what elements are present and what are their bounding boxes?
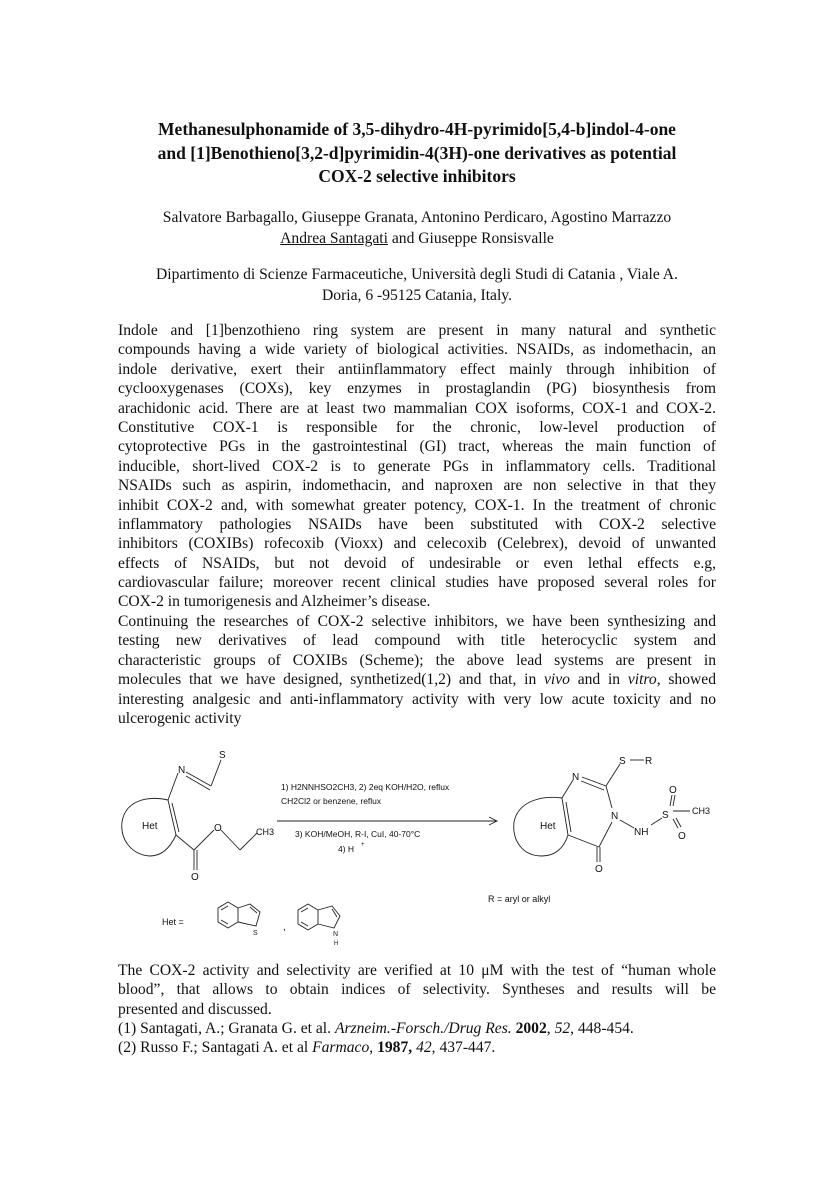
paper-title xyxy=(100,118,734,189)
atom-o: O xyxy=(678,831,686,842)
text-segment: inflammatory pathologies NSAIDs have been substituted with COX-2 selective xyxy=(118,515,716,533)
text-segment: NSAIDs such as aspirin, indomethacin, and naproxen are non selective in that they xyxy=(118,477,716,495)
text-line xyxy=(118,1000,716,1019)
text-segment: inhibit COX-2 and, with somewhat greater potency, COX-1. In the treatment of chronic xyxy=(118,496,716,514)
text-segment: 52 xyxy=(554,1020,571,1037)
affiliation-line: Dipartimento di Scienze Farmaceutiche, Università degli Studi di Catania , Viale A. xyxy=(156,266,678,283)
indole-structure xyxy=(298,904,340,947)
atom-o: O xyxy=(191,872,199,883)
text-segment: 42 xyxy=(416,1039,432,1057)
substituent-r: R xyxy=(645,756,653,767)
text-line xyxy=(118,554,716,573)
title-line: COX-2 selective inhibitors xyxy=(318,166,516,186)
text-segment: ulcerogenic activity xyxy=(118,709,242,727)
text-segment: , 437-447. xyxy=(431,1039,496,1057)
text-segment: vivo xyxy=(544,671,570,689)
text-line xyxy=(118,340,716,359)
text-line xyxy=(118,980,716,999)
text-line xyxy=(118,360,716,379)
het-label: Het xyxy=(142,821,158,832)
het-label: Het xyxy=(540,821,556,832)
reaction-scheme xyxy=(120,740,720,950)
het-definition-label: Het = xyxy=(162,917,184,927)
reagent-step-3: 3) KOH/MeOH, R-I, CuI, 40-70°C xyxy=(295,829,421,839)
affiliation xyxy=(100,264,734,306)
reference-item xyxy=(118,1019,716,1038)
atom-o: O xyxy=(595,864,603,875)
text-line xyxy=(118,437,716,456)
starting-material xyxy=(122,750,274,883)
text-segment: compounds having a wide variety of biological activities. NSAIDs, as indomethacin, an xyxy=(118,341,716,359)
text-line xyxy=(118,651,716,670)
text-segment: Indole and [1]benzothieno ring system are present in many natural and synthetic xyxy=(118,322,716,339)
text-line xyxy=(118,709,716,728)
text-segment: 1987, xyxy=(377,1039,413,1057)
references xyxy=(118,1019,716,1058)
atom-o: O xyxy=(214,823,222,834)
text-segment: The COX-2 activity and selectivity are verified at 10 μM with the test of “human whole xyxy=(118,962,716,979)
benzothiophene-structure xyxy=(218,902,260,937)
text-line xyxy=(118,631,716,650)
text-segment: arachidonic acid. There are at least two mammalian COX isoforms, COX-1 and COX-2. xyxy=(118,399,716,417)
title-line: Methanesulphonamide of 3,5-dihydro-4H-pyrimido[5,4-b]indol-4-one xyxy=(158,119,676,139)
atom-o: O xyxy=(669,785,677,796)
text-segment: presented and discussed. xyxy=(118,1000,272,1018)
atom-s: S xyxy=(253,930,258,937)
text-segment: effects of NSAIDs, but not devoid of undesirable or even lethal effects e.g, xyxy=(118,554,716,572)
text-segment: Continuing the researches of COX-2 selective inhibitors, we have been synthesizing and xyxy=(118,613,716,630)
title-line: and [1]Benothieno[3,2-d]pyrimidin-4(3H)-one derivatives as potential xyxy=(157,142,677,163)
presenting-author: Andrea Santagati xyxy=(280,230,388,247)
group-nh: NH xyxy=(634,827,649,838)
text-segment: COX-2 in tumorigenesis and Alzheimer’s disease. xyxy=(118,593,431,611)
text-segment: , xyxy=(546,1020,555,1037)
text-line xyxy=(118,592,716,611)
atom-n: N xyxy=(611,811,619,822)
text-line xyxy=(118,321,716,340)
text-line xyxy=(118,457,716,476)
group-ch3: CH3 xyxy=(256,827,275,837)
authors-line xyxy=(100,228,734,249)
r-definition: R = aryl or alkyl xyxy=(488,894,551,904)
text-segment: 2002 xyxy=(515,1020,547,1037)
paragraph-introduction xyxy=(118,321,716,612)
authors-line: Salvatore Barbagallo, Giuseppe Granata, Antonino Perdicaro, Agostino Marrazzo xyxy=(162,209,672,226)
text-segment: cytoprotective PGs in the gastrointestinal (GI) tract, whereas the main function of xyxy=(118,438,716,456)
text-segment: Arzneim.-Forsch./Drug Res. xyxy=(334,1020,512,1037)
text-line xyxy=(118,399,716,418)
text-line xyxy=(118,961,716,980)
paragraph-research xyxy=(118,612,716,728)
text-line xyxy=(118,612,716,631)
text-segment: interesting analgesic and anti-inflammatory activity with very low acute toxicity and no xyxy=(118,690,716,708)
text-line xyxy=(118,515,716,534)
text-line xyxy=(118,534,716,553)
text-line xyxy=(118,690,716,709)
text-line xyxy=(118,573,716,592)
atom-s: S xyxy=(619,756,626,767)
text-segment: Farmaco xyxy=(312,1039,370,1057)
text-segment: characteristic groups of COXIBs (Scheme); the above lead systems are present in xyxy=(118,651,716,669)
atom-n: N xyxy=(333,931,339,938)
paragraph-results xyxy=(118,961,716,1019)
text-segment: cyclooxygenases (COXs), key enzymes in prostaglandin (PG) biosynthesis from xyxy=(118,380,716,398)
atom-s: S xyxy=(219,750,226,761)
atom-s: S xyxy=(662,810,669,821)
reagent-step-4: 4) H xyxy=(338,844,355,854)
text-segment: , 448-454. xyxy=(570,1020,634,1037)
reagent-step-1: 1) H2NNHSO2CH3, 2) 2eq KOH/H2O, reflux xyxy=(281,782,450,792)
text-segment: and in xyxy=(569,671,628,689)
text-line xyxy=(118,418,716,437)
text-segment: cardiovascular failure; moreover recent clinical studies have proposed several roles for xyxy=(118,574,716,592)
reaction-arrow xyxy=(277,817,497,825)
text-line xyxy=(118,379,716,398)
text-line xyxy=(118,496,716,515)
proton-superscript: + xyxy=(361,842,365,848)
text-segment: , xyxy=(369,1039,378,1057)
atom-h: H xyxy=(334,941,339,947)
atom-n: N xyxy=(572,772,580,783)
atom-n: N xyxy=(178,765,186,776)
reagent-step-1b: CH2Cl2 or benzene, reflux xyxy=(281,796,382,806)
text-segment: blood”, that allows to obtain indices of selectivity. Syntheses and results will be xyxy=(118,981,716,999)
text-segment: (2) Russo F.; Santagati A. et al xyxy=(118,1039,313,1057)
product xyxy=(514,756,710,875)
text-segment: indole derivative, exert their antiinflammatory effect mainly through inhibition of xyxy=(118,360,716,378)
text-segment: inhibitors (COXIBs) rofecoxib (Vioxx) and celecoxib (Celebrex), devoid of unwanted xyxy=(118,535,716,553)
text-segment: , showed xyxy=(656,671,716,689)
author-list xyxy=(100,207,734,249)
affiliation-line: Doria, 6 -95125 Catania, Italy. xyxy=(322,287,512,304)
text-line xyxy=(118,476,716,495)
text-segment: molecules that we have designed, synthetized(1,2) and that, in xyxy=(118,671,544,689)
text-segment: vitro xyxy=(627,671,657,689)
separator-comma: , xyxy=(283,922,286,933)
authors-rest: and Giuseppe Ronsisvalle xyxy=(387,230,554,247)
text-segment: testing new derivatives of lead compound with title heterocyclic system and xyxy=(118,632,716,650)
text-segment: (1) Santagati, A.; Granata G. et al. xyxy=(118,1020,335,1037)
group-ch3: CH3 xyxy=(692,806,711,816)
text-segment: Constitutive COX-1 is responsible for the chronic, low-level production of xyxy=(118,418,716,436)
text-segment: inducible, short-lived COX-2 is to generate PGs in inflammatory cells. Traditional xyxy=(118,457,716,475)
text-line xyxy=(118,670,716,689)
reference-item xyxy=(118,1038,716,1057)
